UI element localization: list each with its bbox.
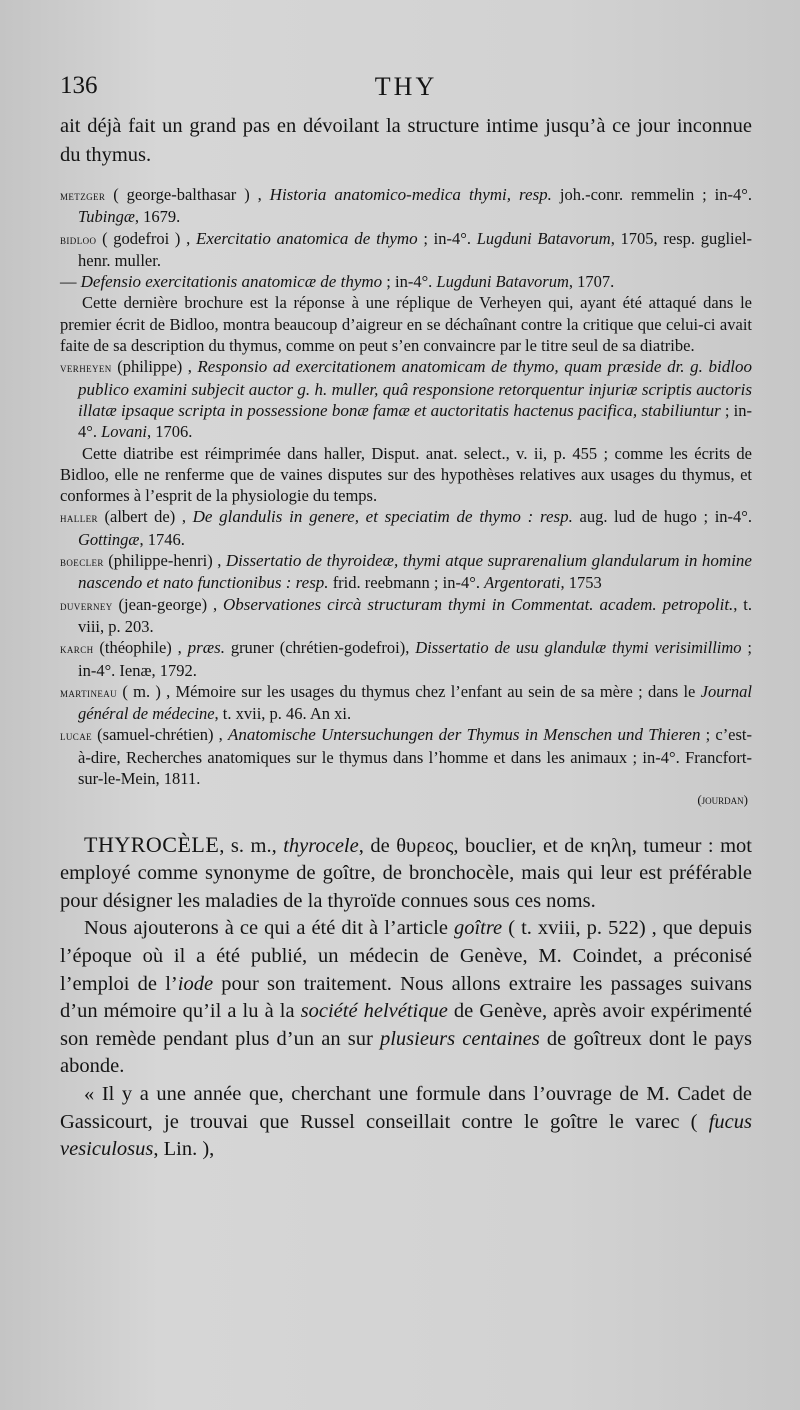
bib-entry-martineau: martineau ( m. ) , Mémoire sur les usages du thymus chez l’enfant au sein de sa mère ; dans le Journal général de médecine, t. xvii, p. 46. An xi. bbox=[60, 681, 753, 724]
bib-note: Cette diatribe est réimprimée dans haller, Disput. anat. select., v. ii, p. 455 ; comme les écrits de Bidloo, elle ne renferme que de vaines disputes sur des hypothèses relatives aux usages du thymus, et conformes à l’esprit de la physiologie du temps. bbox=[60, 443, 752, 506]
bib-entry-bidloo: bidloo ( godefroi ) , Exercitatio anatomica de thymo ; in-4°. Lugduni Batavorum, 1705, resp. gugliel-henr. muller. bbox=[60, 228, 753, 270]
bib-note: Cette dernière brochure est la réponse à une réplique de Verheyen qui, ayant été attaqué dans le premier écrit de Bidloo, montra beaucoup d’aigreur en se déchaînant contre la critique que celui-ci avait faite de sa description du thymus, comme on peut s’en convaincre par le titre seul de sa diatribe. bbox=[60, 293, 752, 356]
bib-entry-metzger: metzger ( george-balthasar ) , Historia anatomico-medica thymi, resp. joh.-conr. remmelin ; in-4°. Tubingæ, 1679. bbox=[60, 185, 752, 227]
bib-entry-boecler: boecler (philippe-henri) , Dissertatio de thyroideæ, thymi atque suprarenalium glandularum in homine nascendo et nato functionibus : resp. frid. reebmann ; in-4°. Argentorati, 1753 bbox=[60, 551, 752, 593]
article-paragraph: Nous ajouterons à ce qui a été dit à l’article goître ( t. xviii, p. 522) , que depuis l’époque où il a été publié, un médecin de Genève, M. Coindet, a préconisé l’emploi de l’iode pour son traitement. Nous allons extraire les passages suivans d’un mémoire qu’il a lu à la société helvétique de Genève, après avoir expérimenté son remède pendant plus d’un an sur plusieurs centaines de goîtreux dont le pays abonde. bbox=[60, 917, 753, 1078]
bib-entry-verheyen: verheyen (philippe) , Responsio ad exercitationem anatomicam de thymo, quam præside dr. g. bidloo publico examini subjecit auctor g. h. muller, quâ responsione retorquentur injuriæ scriptis auctoris illatæ ipsaque scripta in possessione bonæ famæ et auctoritatis hactenus pacifica, stabiliuntur ; in-4°. Lovani, 1706. bbox=[60, 357, 752, 442]
headword: THYROCÈLE bbox=[84, 831, 220, 857]
bib-entry-karch: karch (théophile) , præs. gruner (chrétien-godefroi), Dissertatio de usu glandulæ thymi verisimillimo ; in-4°. Ienæ, 1792. bbox=[60, 638, 753, 680]
bib-entry-haller: haller (albert de) , De glandulis in genere, et speciatim de thymo : resp. aug. lud de hugo ; in-4°. Gottingæ, 1746. bbox=[60, 507, 752, 549]
author-signature: (jourdan) bbox=[697, 792, 748, 808]
article-thyrocele bbox=[60, 831, 752, 1164]
bib-entry-lucae: lucae (samuel-chrétien) , Anatomische Untersuchungen der Thymus in Menschen und Thieren ; c’est-à-dire, Recherches anatomiques sur le thymus dans l’homme et dans les animaux ; in-4°. Francfort-sur-le-Mein, 1811. bbox=[60, 725, 753, 789]
page-number: 136 bbox=[60, 72, 98, 99]
bib-entry-bidloo-defensio: — Defensio exercitationis anatomicæ de thymo ; in-4°. Lugduni Batavorum, 1707. bbox=[60, 272, 615, 292]
article-paragraph: THYROCÈLE, s. m., thyrocele, de θυρεος, bouclier, et de κηλη, tumeur : mot employé comme synonyme de goître, de bronchocèle, mais qui leur est préférable pour désigner les maladies de la thyroïde connues sous ces noms. bbox=[60, 831, 752, 912]
article-paragraph: « Il y a une année que, cherchant une formule dans l’ouvrage de M. Cadet de Gassicourt, je trouvai que Russel conseillait contre le goître le varec ( fucus vesiculosus, Lin. ), bbox=[60, 1082, 752, 1161]
bibliography bbox=[60, 184, 752, 811]
page-header bbox=[60, 72, 752, 112]
bib-entry-duverney: duverney (jean-george) , Observationes circà structuram thymi in Commentat. academ. petropolit., t. viii, p. 203. bbox=[60, 594, 752, 636]
running-head: THY bbox=[374, 72, 438, 101]
lead-paragraph: ait déjà fait un grand pas en dévoilant la structure intime jusqu’à ce jour inconnue du thymus. bbox=[60, 115, 752, 166]
